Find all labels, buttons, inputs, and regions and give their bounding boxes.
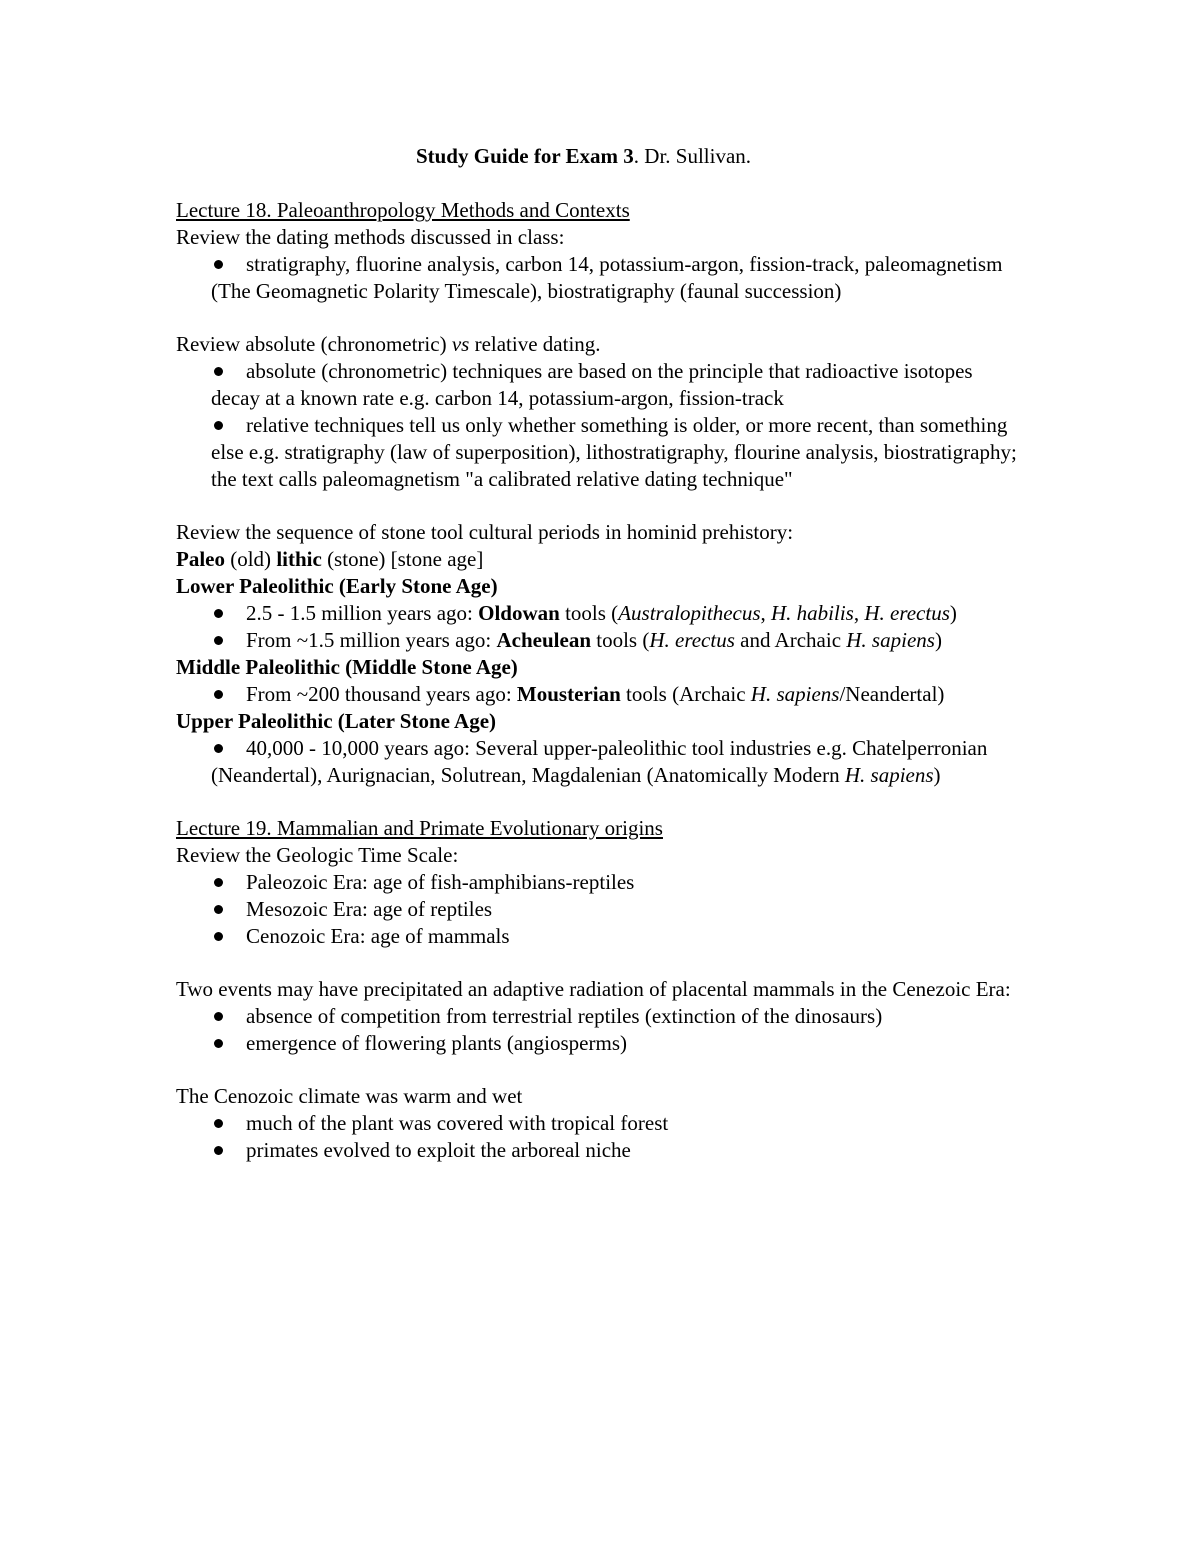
- middle-paleolithic-list: [176, 681, 1026, 708]
- geo-item-text: Cenozoic Era: age of mammals: [246, 924, 510, 948]
- bullet-icon: [214, 878, 223, 887]
- bullet-icon: [214, 932, 223, 941]
- list-item: [211, 1003, 1026, 1030]
- bullet-icon: [214, 609, 223, 618]
- lithic-text: (stone) [stone age]: [321, 547, 484, 571]
- upper-paleolithic-list: [176, 735, 1026, 789]
- lower-paleolithic-list: [176, 600, 1026, 654]
- events-list: [176, 1003, 1026, 1057]
- document-body: [176, 143, 1026, 1164]
- title-bold: Study Guide for Exam 3: [415, 144, 634, 168]
- paleo-text: (old): [224, 547, 277, 571]
- list-item: [211, 412, 1026, 493]
- acheulean-text: From ~1.5 million years ago: Acheulean tools (H. erectus and Archaic H. sapiens): [246, 628, 942, 652]
- lecture-18-heading: Lecture 18. Paleoanthropology Methods and Contexts: [176, 198, 630, 222]
- climate-item-text: primates evolved to exploit the arboreal niche: [246, 1138, 631, 1162]
- upper-paleolithic-text: 40,000 - 10,000 years ago: Several upper-paleolithic tool industries e.g. Chatelperronian (Neandertal), Aurignacian, Solutrean, Magdalenian (Anatomically Modern H. sapiens): [211, 736, 988, 787]
- upper-paleolithic-heading: [176, 708, 1026, 735]
- oldowan-text: 2.5 - 1.5 million years ago: Oldowan tools (Australopithecus, H. habilis, H. erectus): [246, 601, 957, 625]
- list-item: [211, 735, 1026, 789]
- climate-list: [176, 1110, 1026, 1164]
- list-item: [211, 1137, 1026, 1164]
- bullet-icon: [214, 367, 223, 376]
- bullet-icon: [214, 260, 223, 269]
- bullet-icon: [214, 690, 223, 699]
- list-item: [211, 1030, 1026, 1057]
- list-item: [211, 1110, 1026, 1137]
- middle-paleolithic-heading: [176, 654, 1026, 681]
- bullet-icon: [214, 1039, 223, 1048]
- lithic-bold: lithic: [276, 547, 322, 571]
- bullet-icon: [214, 421, 223, 430]
- list-item: [211, 681, 1026, 708]
- absolute-relative-list: [176, 358, 1026, 493]
- list-item: [211, 600, 1026, 627]
- absolute-intro-vs: vs: [451, 332, 470, 356]
- paleo-bold: Paleo: [176, 547, 225, 571]
- dating-intro: Review the dating methods discussed in class:: [176, 225, 565, 249]
- absolute-intro-b: relative dating.: [469, 332, 601, 356]
- geo-item-text: Paleozoic Era: age of fish-amphibians-reptiles: [246, 870, 635, 894]
- paleo-lithic-line: [176, 546, 1026, 573]
- list-item: [211, 251, 1026, 305]
- lecture-19-heading: Lecture 19. Mammalian and Primate Evolutionary origins: [176, 816, 663, 840]
- events-intro: Two events may have precipitated an adaptive radiation of placental mammals in the Cenezoic Era:: [176, 977, 1011, 1001]
- bullet-icon: [214, 744, 223, 753]
- upper-heading-text: Upper Paleolithic (Later Stone Age): [176, 709, 497, 733]
- absolute-intro: [176, 331, 1026, 358]
- relative-bullet-text: relative techniques tell us only whether something is older, or more recent, than something else e.g. stratigraphy (law of superposition), lithostratigraphy, flourine analysis, biostratigraphy; the text calls paleomagnetism "a calibrated relative dating technique": [211, 413, 1017, 491]
- absolute-bullet-text: absolute (chronometric) techniques are based on the principle that radioactive isotopes decay at a known rate e.g. carbon 14, potassium-argon, fission-track: [211, 359, 973, 410]
- geo-intro: Review the Geologic Time Scale:: [176, 843, 459, 867]
- climate-intro: The Cenozoic climate was warm and wet: [176, 1084, 523, 1108]
- events-item-text: absence of competition from terrestrial reptiles (extinction of the dinosaurs): [246, 1004, 883, 1028]
- bullet-icon: [214, 1146, 223, 1155]
- lower-paleolithic-heading: [176, 573, 1026, 600]
- list-item: [211, 896, 1026, 923]
- bullet-icon: [214, 1119, 223, 1128]
- dating-methods-text: stratigraphy, fluorine analysis, carbon 14, potassium-argon, fission-track, paleomagnetism (The Geomagnetic Polarity Timescale), biostratigraphy (faunal succession): [211, 252, 1003, 303]
- geo-item-text: Mesozoic Era: age of reptiles: [246, 897, 493, 921]
- events-item-text: emergence of flowering plants (angiosperms): [246, 1031, 627, 1055]
- list-item: [211, 923, 1026, 950]
- title-rest: . Dr. Sullivan.: [633, 144, 752, 168]
- dating-methods-list: [176, 251, 1026, 305]
- middle-heading-text: Middle Paleolithic (Middle Stone Age): [176, 655, 518, 679]
- page-title: [176, 143, 1026, 170]
- list-item: [211, 627, 1026, 654]
- bullet-icon: [214, 636, 223, 645]
- stone-intro: Review the sequence of stone tool cultural periods in hominid prehistory:: [176, 520, 794, 544]
- mousterian-text: From ~200 thousand years ago: Mousterian tools (Archaic H. sapiens/Neandertal): [246, 682, 945, 706]
- list-item: [211, 358, 1026, 412]
- bullet-icon: [214, 1012, 223, 1021]
- bullet-icon: [214, 905, 223, 914]
- geo-time-list: [176, 869, 1026, 950]
- list-item: [211, 869, 1026, 896]
- absolute-intro-a: Review absolute (chronometric): [176, 332, 452, 356]
- climate-item-text: much of the plant was covered with tropical forest: [246, 1111, 669, 1135]
- lower-heading-text: Lower Paleolithic (Early Stone Age): [176, 574, 498, 598]
